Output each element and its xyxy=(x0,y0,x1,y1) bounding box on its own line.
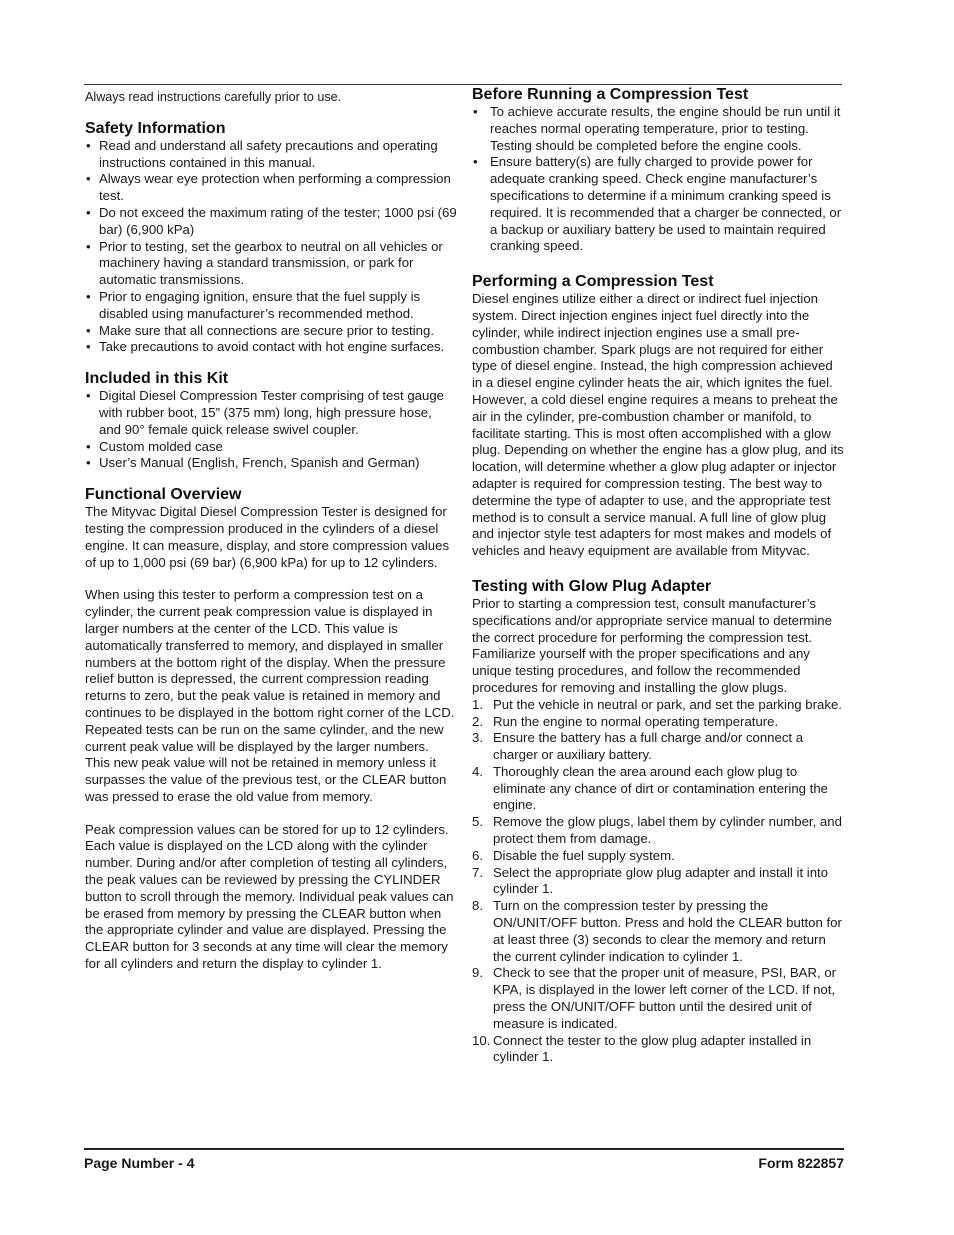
step-number: 4. xyxy=(472,763,483,779)
step-number: 1. xyxy=(472,696,483,712)
step-item xyxy=(472,848,844,865)
step-number: 7. xyxy=(472,864,483,880)
safety-heading: Safety Information xyxy=(85,119,226,137)
page-number: Page Number - 4 xyxy=(84,1155,195,1171)
step-item xyxy=(472,965,844,1032)
kit-heading: Included in this Kit xyxy=(85,370,229,388)
step-text: Ensure the battery has a full charge and/or connect a charger or auxiliary battery. xyxy=(493,730,804,763)
step-number: 10. xyxy=(472,1032,491,1048)
step-item xyxy=(472,1033,844,1067)
list-item: • Do not exceed the maximum rating of the tester; 1000 psi (69 bar) (6,900 kPa) xyxy=(85,205,457,239)
intro-text: Always read instructions carefully prior to use. xyxy=(85,90,342,104)
right-column xyxy=(472,86,844,1066)
glowplug-heading: Testing with Glow Plug Adapter xyxy=(472,577,712,595)
glowplug-paragraph: Prior to starting a compression test, consult manufacturer’s specifications and/or appropriate service manual to determine the correct procedure for performing the compression test. Familiarize yourself with the proper specifications and any unique testing procedures, and follow the recommended procedures for removing and installing the glow plugs. xyxy=(472,595,832,695)
performing-paragraph: Diesel engines utilize either a direct or indirect fuel injection system. Direct injection engines inject fuel directly into the cylinder, while indirect injection engines use a small pre-combustion chamber. Spark plugs are not required for either type of diesel engine. Instead, the high compression achieved in a diesel engine cylinder heats the air, which ignites the fuel. However, a cold diesel engine requires a means to preheat the air in the cylinder, pre-combustion chamber or manifold, to facilitate starting. This is most often accomplished with a glow plug. Depending on whether the engine has a glow plug, and its location, will determine whether a glow plug adapter or injector adapter is required for compression testing. The best way to determine the type of adapter to use, and the appropriate test method is to consult a service manual. A full line of glow plug and injector style test adapters for most makes and models of vehicles and heavy equipment are available from Mityvac. xyxy=(472,291,844,559)
list-item: • Prior to testing, set the gearbox to neutral on all vehicles or machinery having a standard transmission, or park for automatic transmissions. xyxy=(85,239,457,289)
overview-paragraph: When using this tester to perform a compression test on a cylinder, the current peak compression value is displayed in larger numbers at the center of the LCD. This value is automatically transferred to memory, and displayed in smaller numbers at the bottom right of the display. When the pressure relief button is depressed, the current compression reading returns to zero, but the peak value is retained in memory and continues to be displayed in the bottom right corner of the LCD. Repeated tests can be run on the same cylinder, and the new current peak value will be displayed by the larger numbers. This new peak value will not be retained in memory unless it surpasses the value of the previous test, or the CLEAR button was pressed to erase the old value from memory. xyxy=(85,587,455,804)
step-item xyxy=(472,898,844,965)
step-number: 9. xyxy=(472,965,483,981)
top-rule xyxy=(84,84,842,85)
step-text: Run the engine to normal operating temperature. xyxy=(493,713,779,729)
step-item xyxy=(472,814,844,848)
form-number: Form 822857 xyxy=(758,1155,844,1171)
step-text: Connect the tester to the glow plug adapter installed in cylinder 1. xyxy=(493,1032,812,1065)
step-text: Disable the fuel supply system. xyxy=(493,847,675,863)
list-item: • Ensure battery(s) are fully charged to provide power for adequate cranking speed. Check engine manufacturer’s specifications to determine if a minimum cranking speed is required. It is recommended that a charger be connected, or a backup or auxiliary battery be used to maintain required cranking speed. xyxy=(472,154,844,255)
step-text: Check to see that the proper unit of measure, PSI, BAR, or KPA, is displayed in the lower left corner of the LCD. If not, press the ON/UNIT/OFF button until the desired unit of measure is indicated. xyxy=(493,965,837,1031)
step-text: Remove the glow plugs, label them by cylinder number, and protect them from damage. xyxy=(493,814,842,847)
overview-paragraph: Peak compression values can be stored for up to 12 cylinders. Each value is displayed on the LCD along with the cylinder number. During and/or after completion of testing all cylinders, the peak values can be reviewed by pressing the CYLINDER button to scroll through the memory. Individual peak values can be erased from memory by pressing the CLEAR button when the appropriate cylinder and value are displayed. Pressing the CLEAR button for 3 seconds at any time will clear the memory for all cylinders and return the display to cylinder 1. xyxy=(85,821,454,972)
list-item: • Custom molded case xyxy=(85,439,457,456)
list-item: • Digital Diesel Compression Tester comprising of test gauge with rubber boot, 15” (375 mm) long, high pressure hose, and 90° female quick release swivel coupler. xyxy=(85,388,457,438)
list-item: • User’s Manual (English, French, Spanish and German) xyxy=(85,455,457,472)
list-item: • Read and understand all safety precautions and operating instructions contained in this manual. xyxy=(85,138,457,172)
list-item: • Take precautions to avoid contact with hot engine surfaces. xyxy=(85,339,457,356)
step-text: Put the vehicle in neutral or park, and set the parking brake. xyxy=(493,696,842,712)
before-heading: Before Running a Compression Test xyxy=(472,86,749,103)
step-item xyxy=(472,697,844,714)
step-number: 5. xyxy=(472,814,483,830)
performing-heading: Performing a Compression Test xyxy=(472,273,714,291)
list-item: • Always wear eye protection when performing a compression test. xyxy=(85,171,457,205)
footer-rule xyxy=(84,1148,844,1150)
glowplug-steps xyxy=(472,697,844,1067)
step-item xyxy=(472,865,844,899)
list-item: • Prior to engaging ignition, ensure that the fuel supply is disabled using manufacturer’s recommended method. xyxy=(85,289,457,323)
safety-list xyxy=(85,138,457,356)
overview-heading: Functional Overview xyxy=(85,486,242,504)
list-item: • To achieve accurate results, the engine should be run until it reaches normal operating temperature, prior to testing. Testing should be completed before the engine cools. xyxy=(472,104,844,154)
kit-list xyxy=(85,388,457,472)
step-number: 3. xyxy=(472,730,483,746)
step-number: 6. xyxy=(472,847,483,863)
step-item xyxy=(472,730,844,764)
step-item xyxy=(472,764,844,814)
left-column xyxy=(85,89,457,973)
step-text: Turn on the compression tester by pressing the ON/UNIT/OFF button. Press and hold the CLEAR button for at least three (3) seconds to clear the memory and return the current cylinder indication to cylinder 1. xyxy=(493,898,842,964)
list-item: • Make sure that all connections are secure prior to testing. xyxy=(85,323,457,340)
step-text: Thoroughly clean the area around each glow plug to eliminate any chance of dirt or contamination entering the engine. xyxy=(493,763,829,813)
step-number: 2. xyxy=(472,713,483,729)
step-item xyxy=(472,714,844,731)
overview-paragraph: The Mityvac Digital Diesel Compression Tester is designed for testing the compression produced in the cylinders of a diesel engine. It can measure, display, and store compression values of up to 1,000 psi (69 bar) (6,900 kPa) for up to 12 cylinders. xyxy=(85,504,450,570)
before-list xyxy=(472,104,844,255)
step-number: 8. xyxy=(472,898,483,914)
step-text: Select the appropriate glow plug adapter and install it into cylinder 1. xyxy=(493,864,829,897)
